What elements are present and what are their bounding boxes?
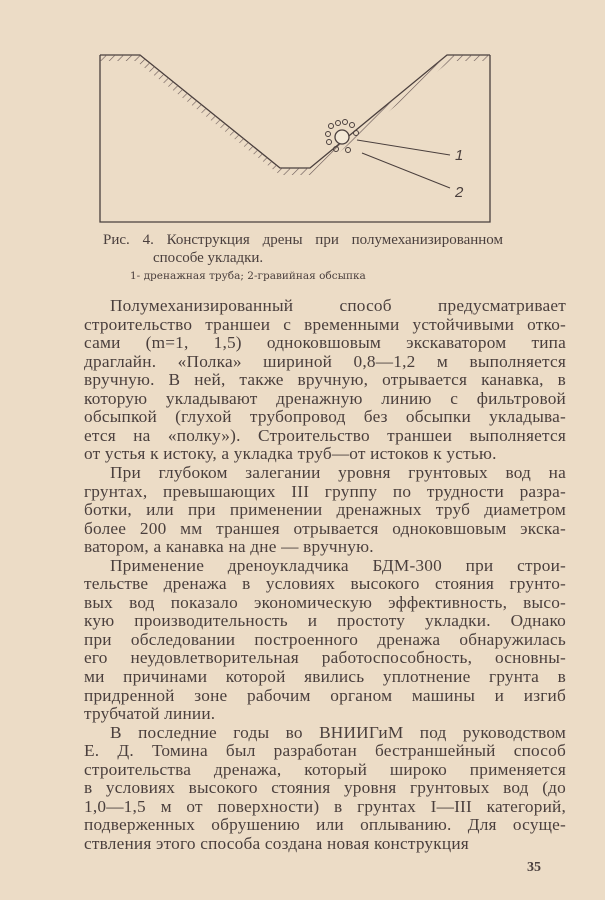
text-line: вручную. В ней, также вручную, отрывается канавка, в <box>84 370 566 390</box>
drain-pipe-icon <box>335 130 349 144</box>
text-line: подверженных обрушению или оплыванию. Для осуще- <box>84 815 566 835</box>
trench-profile <box>100 55 490 222</box>
text-line: В последние годы во ВНИИГиМ под руководством <box>110 722 566 742</box>
text-line: в условиях высокого стояния уровня грунтовых вод (до <box>84 778 566 798</box>
text-line: придренной зоне рабочим органом машины и изгиб <box>84 685 566 705</box>
text-line: грунтах, превышающих III группу по трудности разра- <box>84 481 566 501</box>
text-line: ется на «полку»). Строительство траншеи выполняется <box>84 425 566 445</box>
figure-caption-cont: способе укладки. <box>153 250 264 266</box>
text-line: при обследовании построенного дренажа обнаружилась <box>84 629 566 649</box>
figure-caption: Рис. 4. Конструкция дрены при полумеханизированном <box>103 232 503 248</box>
text-line: ватором, а канавка на дне — вручную. <box>84 537 374 557</box>
drain-construction-figure <box>0 0 605 230</box>
text-line: сами (m=1, 1,5) одноковшовым экскаватором типа <box>84 333 566 353</box>
soil-hatching <box>100 55 490 175</box>
text-line: драглайн. «Полка» шириной 0,8—1,2 м выполняется <box>84 351 566 371</box>
text-line: более 200 мм траншея отрывается одноковшовым экска- <box>84 518 566 538</box>
text-line: Е. Д. Томина был разработан бестраншейный способ <box>84 741 566 761</box>
text-line: от устья к истоку, а укладка труб—от истоков к устью. <box>84 444 497 464</box>
text-line: трубчатой линии. <box>84 704 216 724</box>
text-line: Полумеханизированный способ предусматривает <box>110 296 566 315</box>
text-line: ботки, или при применении дренажных труб диаметром <box>84 500 566 520</box>
text-line: кую производительность и простоту укладки. Однако <box>84 611 566 631</box>
text-line: ми причинами которой явились уплотнение грунта в <box>84 667 566 686</box>
text-line: его неудовлетворительная работоспособность, основны- <box>84 648 566 668</box>
text-line: вых вод показало экономическую эффективность, высо- <box>84 592 566 612</box>
text-line: тельстве дренажа в условиях высокого стояния грунто- <box>84 574 566 594</box>
text-line: 1,0—1,5 м от поверхности) в грунтах I—III категорий, <box>84 796 566 816</box>
label-1: 1 <box>455 147 464 164</box>
text-line: которую укладывают дренажную линию с фильтровой <box>84 388 566 408</box>
text-line: строительства дренажа, который широко применяется <box>84 759 566 779</box>
text-line: Применение дреноукладчика БДМ-300 при строи- <box>110 555 566 575</box>
figure-legend: 1- дренажная труба; 2-гравийная обсыпка <box>130 270 366 282</box>
text-line: строительство траншеи с временными устойчивыми отко- <box>84 314 566 334</box>
label-2: 2 <box>455 184 464 201</box>
page-number: 35 <box>527 860 541 875</box>
text-line: обсыпкой (глухой трубопровод без обсыпки укладыва- <box>84 407 566 427</box>
text-line: При глубоком залегании уровня грунтовых вод на <box>110 462 566 482</box>
text-line: ствления этого способа создана новая конструкция <box>84 833 469 853</box>
